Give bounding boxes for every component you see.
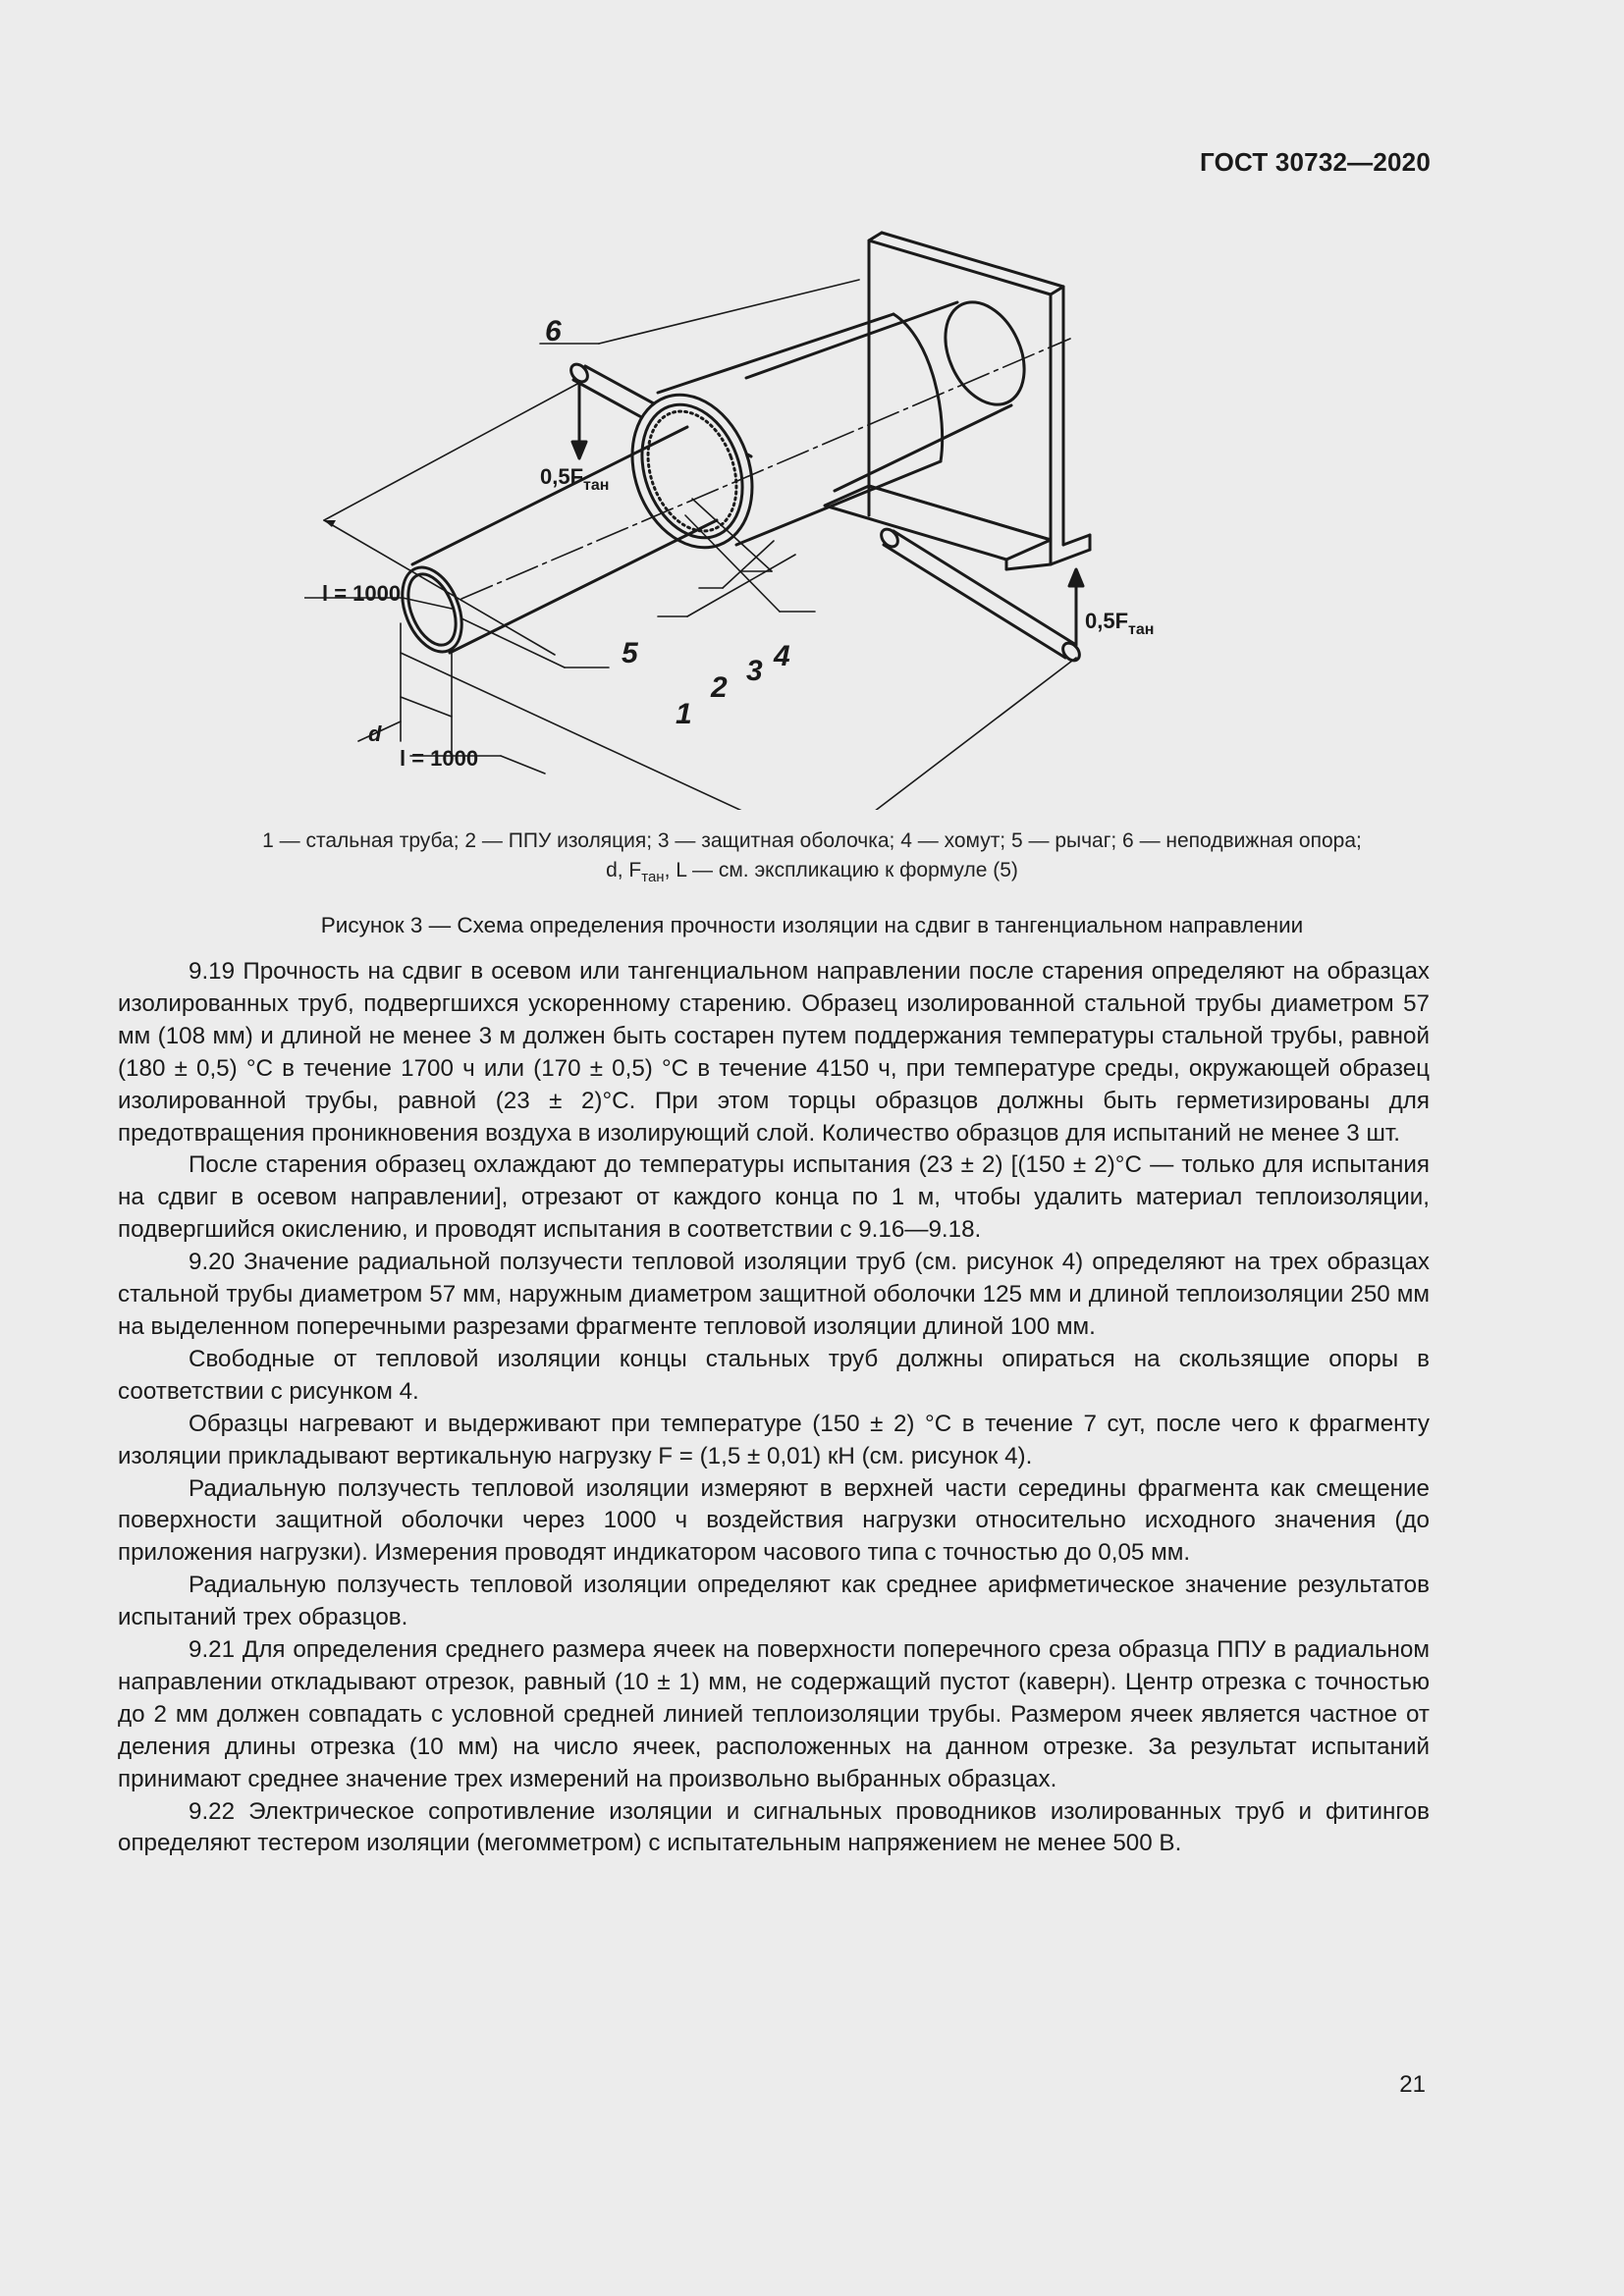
body-text — [118, 956, 1430, 1860]
page-number: 21 — [1399, 2071, 1426, 2098]
paragraph: После старения образец охлаждают до температуры испытания (23 ± 2) [(150 ± 2)°С — только для испытания на сдвиг в осевом направлении], отрезают от каждого конца по 1 м, чтобы удалить материал теплоизоляции, подвергшийся окислению, и проводят испытания в соответствии с 9.16—9.18. — [118, 1151, 1430, 1244]
paragraph-9-20: 9.20 Значение радиальной ползучести тепловой изоляции труб (см. рисунок 4) определяют на трех образцах стальной трубы диаметром 57 мм, наружным диаметром защитной оболочки 125 мм и длиной теплоизоляции 250 мм на выделенном поперечными разрезами фрагменте тепловой изоляции длиной 100 мм. — [118, 1249, 1430, 1340]
force-arrow-right — [1069, 569, 1083, 645]
paragraph-9-19: 9.19 Прочность на сдвиг в осевом или тангенциальном направлении после старения определяют на образцах изолированных труб, подвергшихся ускоренному старению. Образец изолированной стальной трубы диаметром 57 мм (108 мм) и длиной не менее 3 м должен быть состарен путем поддержания температуры стальной трубы, равной (180 ± 0,5) °C в течение 1700 ч или (170 ± 0,5) °C в течение 4150 ч, при температуре среды, окружающей образец изолированной трубы, равной (23 ± 2)°С. При этом торцы образцов должны быть герметизированы для предотвращения проникновения воздуха в изолирующий слой. Количество образцов для испытаний не менее 3 шт. — [118, 958, 1430, 1147]
paragraph: Образцы нагревают и выдерживают при температуре (150 ± 2) °С в течение 7 сут, после чего к фрагменту изоляции прикладывают вертикальную нагрузку F = (1,5 ± 0,01) кН (см. рисунок 4). — [118, 1410, 1430, 1469]
figure-legend-line-1: 1 — стальная труба; 2 — ППУ изоляция; 3 — защитная оболочка; 4 — хомут; 5 — рычаг; 6 — неподвижная опора; — [262, 829, 1362, 852]
paragraph-9-21: 9.21 Для определения среднего размера ячеек на поверхности поперечного среза образца ППУ в радиальном направлении откладывают отрезок, равный (10 ± 1) мм, не содержащий пустот (каверн). Центр отрезка с точностью до 2 мм должен совпадать с условной средней линией теплоизоляции трубы. Размером ячеек является частное от деления длины отрезка (10 мм) на число ячеек, расположенных на данном отрезке. За результат испытаний принимают среднее значение трех измерений на произвольно выбранных образцах. — [118, 1636, 1430, 1792]
paragraph-9-22: 9.22 Электрическое сопротивление изоляции и сигнальных проводников изолированных труб и фитингов определяют тестером изоляции (мегомметром) с испытательным напряжением не менее 500 В. — [118, 1797, 1430, 1857]
callout-4: 4 — [774, 640, 790, 672]
fixed-support — [825, 233, 1090, 569]
paragraph: Свободные от тепловой изоляции концы стальных труб должны опираться на скользящие опоры в соответствии с рисунком 4. — [118, 1345, 1430, 1405]
callout-6: 6 — [545, 315, 562, 347]
callout-1: 1 — [676, 698, 692, 730]
force-label-right: $0,5F_{тан}$ — [1085, 609, 1155, 638]
callout-5: 5 — [622, 637, 638, 669]
paragraph: Радиальную ползучесть тепловой изоляции определяют как среднее арифметическое значение результатов испытаний трех образцов. — [118, 1572, 1430, 1631]
figure-legend-line-2: d, $F_{тан}$, L — см. экспликацию к формуле (5) — [606, 859, 1018, 886]
callout-2: 2 — [711, 671, 728, 704]
callout-3: 3 — [746, 655, 763, 687]
dim-l-bottom: l = 1000 — [400, 746, 479, 771]
figure-3-diagram — [304, 221, 1247, 810]
dim-d: d — [368, 721, 382, 746]
dim-l-left: l = 1000 — [322, 581, 402, 606]
force-arrow-left — [572, 383, 586, 458]
force-label-left: $0,5F_{тан}$ — [540, 464, 610, 494]
figure-caption: Рисунок 3 — Схема определения прочности изоляции на сдвиг в тангенциальном направлении — [320, 913, 1304, 937]
document-header: ГОСТ 30732—2020 — [1200, 147, 1431, 177]
paragraph: Радиальную ползучесть тепловой изоляции измеряют в верхней части середины фрагмента как смещение поверхности защитной оболочки через 1000 ч воздействия нагрузки относительно исходного значения (до приложения нагрузки). Измерения проводят индикатором часового типа с точностью до 0,05 мм. — [118, 1474, 1430, 1567]
